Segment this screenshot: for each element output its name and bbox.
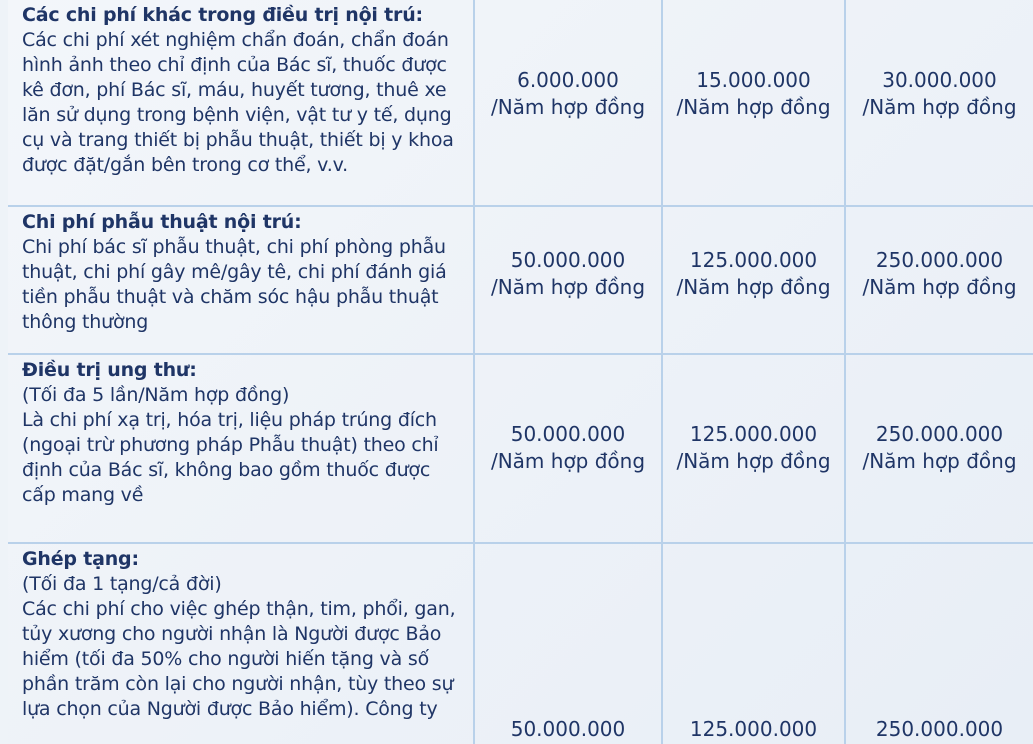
plan-1-cell bbox=[475, 0, 663, 205]
amount-unit: /Năm hợp đồng bbox=[490, 275, 646, 299]
amount-unit: /Năm hợp đồng bbox=[862, 95, 1017, 119]
plan-1-cell bbox=[475, 544, 663, 744]
plan-3-cell bbox=[846, 355, 1033, 542]
benefit-description: Các chi phí xét nghiệm chẩn đoán, chẩn đoán hình ảnh theo chỉ định của Bác sĩ, thuốc được kê đơn, phí Bác sĩ, máu, huyết tương, thuê xe lăn sử dụng trong bệnh viện, vật tư y tế, dụng cụ và trang thiết bị phẫu thuật, thiết bị y khoa được đặt/gắn bên trong cơ thể, v.v. bbox=[22, 29, 454, 176]
benefit-title: Chi phí phẫu thuật nội trú: bbox=[22, 211, 302, 233]
amount-value: 125.000.000 bbox=[689, 422, 818, 446]
amount-value: 250.000.000 bbox=[875, 248, 1004, 272]
benefit-description-cell bbox=[8, 207, 475, 353]
table-row bbox=[8, 355, 1033, 544]
plan-1-cell bbox=[475, 355, 663, 542]
plan-3-cell bbox=[846, 207, 1033, 353]
benefit-description: (Tối đa 1 tạng/cả đời) Các chi phí cho việc ghép thận, tim, phổi, gan, tủy xương cho người nhận là Người được Bảo hiểm (tối đa 50% cho người hiến tặng và số phần trăm còn lại cho người nhận, tùy theo sự lựa chọn của Người được Bảo hiểm). Công ty bbox=[22, 573, 456, 720]
benefit-title: Điều trị ung thư: bbox=[22, 359, 197, 381]
benefit-title: Ghép tạng: bbox=[22, 548, 139, 570]
benefit-description-cell bbox=[8, 544, 475, 744]
amount-value: 125.000.000 bbox=[689, 717, 818, 741]
plan-2-cell bbox=[663, 0, 846, 205]
amount-value: 30.000.000 bbox=[882, 68, 997, 92]
amount-unit: /Năm hợp đồng bbox=[490, 95, 646, 119]
amount-value: 15.000.000 bbox=[696, 68, 811, 92]
benefit-description-cell bbox=[8, 355, 475, 542]
table-row bbox=[8, 544, 1033, 744]
amount-value: 6.000.000 bbox=[517, 68, 619, 92]
plan-3-cell bbox=[846, 544, 1033, 744]
plan-1-cell bbox=[475, 207, 663, 353]
plan-2-cell bbox=[663, 355, 846, 542]
benefit-description: (Tối đa 5 lần/Năm hợp đồng) Là chi phí xạ trị, hóa trị, liệu pháp trúng đích (ngoại trừ phương pháp Phẫu thuật) theo chỉ định của Bác sĩ, không bao gồm thuốc được cấp mang về bbox=[22, 384, 439, 506]
amount-value: 50.000.000 bbox=[510, 717, 626, 741]
amount-value: 125.000.000 bbox=[689, 248, 818, 272]
benefit-description: Chi phí bác sĩ phẫu thuật, chi phí phòng phẫu thuật, chi phí gây mê/gây tê, chi phí đánh giá tiền phẫu thuật và chăm sóc hậu phẫu thuật thông thường bbox=[22, 236, 447, 333]
plan-2-cell bbox=[663, 544, 846, 744]
amount-unit: /Năm hợp đồng bbox=[676, 449, 831, 473]
table-row bbox=[8, 207, 1033, 355]
amount-value: 50.000.000 bbox=[510, 248, 626, 272]
benefit-description-cell bbox=[8, 0, 475, 205]
plan-2-cell bbox=[663, 207, 846, 353]
table-row bbox=[8, 0, 1033, 207]
benefit-title: Các chi phí khác trong điều trị nội trú: bbox=[22, 4, 423, 26]
amount-unit: /Năm hợp đồng bbox=[676, 275, 831, 299]
amount-value: 250.000.000 bbox=[875, 422, 1004, 446]
amount-value: 250.000.000 bbox=[875, 717, 1004, 741]
amount-value: 50.000.000 bbox=[510, 422, 626, 446]
benefits-table bbox=[8, 0, 1033, 744]
amount-unit: /Năm hợp đồng bbox=[862, 449, 1017, 473]
plan-3-cell bbox=[846, 0, 1033, 205]
amount-unit: /Năm hợp đồng bbox=[490, 449, 646, 473]
amount-unit: /Năm hợp đồng bbox=[676, 95, 831, 119]
amount-unit: /Năm hợp đồng bbox=[862, 275, 1017, 299]
